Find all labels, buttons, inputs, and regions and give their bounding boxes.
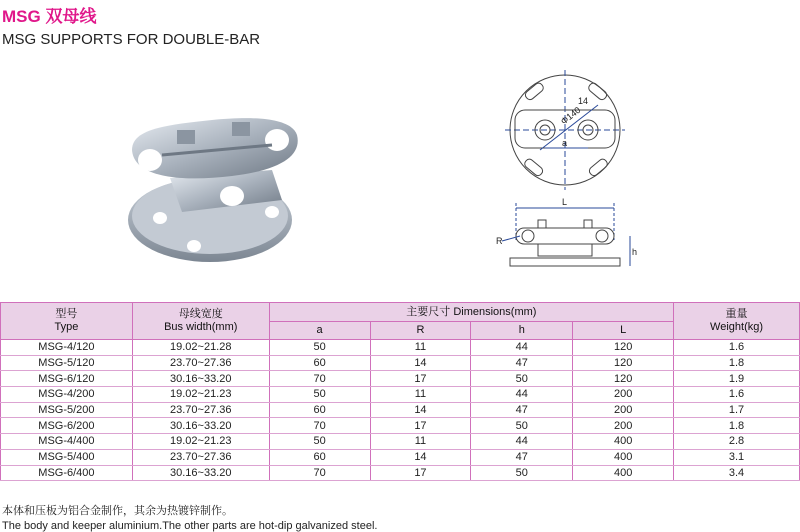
table-cell: 1.9 — [674, 371, 800, 387]
table-cell: 19.02~21.28 — [132, 340, 269, 356]
header-L: L — [573, 322, 674, 340]
table-cell: 120 — [573, 355, 674, 371]
product-photo — [122, 100, 322, 265]
table-cell: 17 — [370, 371, 471, 387]
table-cell: 44 — [471, 434, 573, 450]
table-cell: 120 — [573, 371, 674, 387]
header-a: a — [269, 322, 370, 340]
table-cell: MSG-6/200 — [1, 418, 133, 434]
table-cell: 70 — [269, 465, 370, 481]
table-cell: 200 — [573, 402, 674, 418]
table-cell: MSG-6/400 — [1, 465, 133, 481]
table-row — [1, 371, 800, 387]
table-cell: 17 — [370, 465, 471, 481]
table-cell: 2.8 — [674, 434, 800, 450]
table-cell: MSG-4/200 — [1, 387, 133, 403]
table-cell: 50 — [269, 434, 370, 450]
table-cell: 11 — [370, 387, 471, 403]
label-14: 14 — [578, 96, 589, 106]
header-bus-width — [132, 303, 269, 340]
table-cell: 17 — [370, 418, 471, 434]
header-type — [1, 303, 133, 340]
table-row — [1, 355, 800, 371]
table-cell: 200 — [573, 387, 674, 403]
table-cell: 1.6 — [674, 340, 800, 356]
table-cell: 200 — [573, 418, 674, 434]
table-cell: 14 — [370, 402, 471, 418]
table-cell: MSG-6/120 — [1, 371, 133, 387]
table-cell: 23.70~27.36 — [132, 449, 269, 465]
table-cell: MSG-5/120 — [1, 355, 133, 371]
table-cell: 19.02~21.23 — [132, 434, 269, 450]
table-row — [1, 340, 800, 356]
table-row — [1, 387, 800, 403]
table-cell: 50 — [269, 340, 370, 356]
table-cell: 44 — [471, 387, 573, 403]
table-cell: 44 — [471, 340, 573, 356]
header-type-cn: 型号 — [55, 308, 78, 320]
table-cell: 47 — [471, 355, 573, 371]
table-row — [1, 418, 800, 434]
table-cell: 70 — [269, 371, 370, 387]
table-cell: 60 — [269, 402, 370, 418]
table-cell: 60 — [269, 355, 370, 371]
table-cell: 120 — [573, 340, 674, 356]
table-row — [1, 434, 800, 450]
table-cell: 11 — [370, 434, 471, 450]
header-bus-cn: 母线宽度 — [178, 308, 223, 320]
table-cell: 47 — [471, 402, 573, 418]
table-cell: 1.6 — [674, 387, 800, 403]
header-R: R — [370, 322, 471, 340]
table-cell: 60 — [269, 449, 370, 465]
header-h: h — [471, 322, 573, 340]
header-weight-en: Weight(kg) — [710, 321, 764, 333]
table-cell: 1.8 — [674, 418, 800, 434]
table-cell: 400 — [573, 465, 674, 481]
header-dimensions: 主要尺寸 Dimensions(mm) — [269, 303, 673, 322]
table-cell: 30.16~33.20 — [132, 465, 269, 481]
table-cell: MSG-5/400 — [1, 449, 133, 465]
header-bus-en: Bus width(mm) — [164, 321, 238, 333]
table-cell: 400 — [573, 434, 674, 450]
table-cell: MSG-4/120 — [1, 340, 133, 356]
table-cell: 47 — [471, 449, 573, 465]
spec-table — [0, 302, 800, 481]
table-row — [1, 449, 800, 465]
header-weight — [674, 303, 800, 340]
table-cell: 19.02~21.23 — [132, 387, 269, 403]
table-cell: 30.16~33.20 — [132, 371, 269, 387]
label-phi: Φ140 — [558, 104, 583, 127]
table-cell: MSG-5/200 — [1, 402, 133, 418]
note-chinese: 本体和压板为铝合金制作，其余为热镀锌制作。 — [2, 505, 233, 517]
note-english: The body and keeper aluminium.The other parts are hot-dip galvanized steel. — [2, 520, 378, 532]
table-row — [1, 402, 800, 418]
table-cell: 3.1 — [674, 449, 800, 465]
header-weight-cn: 重量 — [725, 308, 748, 320]
table-cell: 14 — [370, 355, 471, 371]
label-R: R — [496, 236, 503, 246]
table-cell: 400 — [573, 449, 674, 465]
table-cell: 23.70~27.36 — [132, 355, 269, 371]
label-h: h — [632, 247, 638, 257]
table-cell: 50 — [269, 387, 370, 403]
header-type-en: Type — [54, 321, 79, 333]
table-cell: 70 — [269, 418, 370, 434]
table-cell: 1.8 — [674, 355, 800, 371]
table-cell: 50 — [471, 418, 573, 434]
table-cell: 50 — [471, 371, 573, 387]
label-L: L — [562, 197, 568, 207]
table-cell: 14 — [370, 449, 471, 465]
title-chinese: MSG 双母线 — [2, 7, 97, 26]
table-cell: 11 — [370, 340, 471, 356]
technical-drawing — [480, 60, 660, 290]
table-cell: 50 — [471, 465, 573, 481]
table-cell: 1.7 — [674, 402, 800, 418]
table-cell: 23.70~27.36 — [132, 402, 269, 418]
table-cell: 30.16~33.20 — [132, 418, 269, 434]
table-cell: 3.4 — [674, 465, 800, 481]
table-cell: MSG-4/400 — [1, 434, 133, 450]
label-a: a — [562, 138, 568, 148]
table-row — [1, 465, 800, 481]
title-english: MSG SUPPORTS FOR DOUBLE-BAR — [2, 31, 261, 48]
